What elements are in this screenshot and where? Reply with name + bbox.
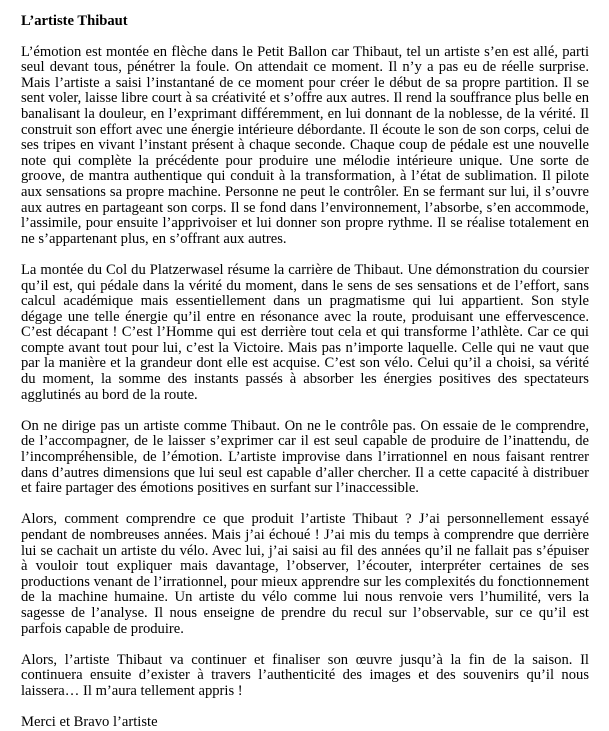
paragraph-2: La montée du Col du Platzerwasel résume la carrière de Thibaut. Une démonstration du coursier qu’il est, qui pédale dans la vérité du moment, dans le sens de ses sensations et de l’effort, sans calcul académique mais essentiellement dans un pragmatisme qui lui appartient. Son style dégage une telle énergie qu’il entre en résonance avec la route, produisant une effervescence. C’est décapant ! C’est l’Homme qui est derrière tout cela et qui transforme l’athlète. Car ce qui compte avant tout pour lui, c’est la Victoire. Mais pas n’importe laquelle. Celle qui ne vaut que par la manière et la grandeur dont elle est acquise. C’est son vélo. Celui qu’il a choisi, sa vérité du moment, la somme des instants passés à absorber les énergies positives des spectateurs agglutinés au bord de la route. bbox=[21, 261, 589, 403]
document-page bbox=[21, 14, 589, 731]
paragraph-5: Alors, l’artiste Thibaut va continuer et finaliser son œuvre jusqu’à la fin de la saison. Il continuera ensuite d’exister à travers l’authenticité des images et des souvenirs qu’il nous laissera… Il m’aura tellement appris ! bbox=[21, 651, 589, 699]
paragraph-4: Alors, comment comprendre ce que produit l’artiste Thibaut ? J’ai personnellement essayé pendant de nombreuses années. Mais j’ai échoué ! J’ai mis du temps à comprendre que derrière lui se cachait un artiste du vélo. Avec lui, j’ai saisi au fil des années qu’il ne fallait pas s’épuiser à vouloir tout expliquer mais davantage, l’observer, l’écouter, interpréter certaines de ses productions venant de l’irrationnel, pour mieux apprendre sur les complexités du fonctionnement de la machine humaine. Un artiste du vélo comme lui nous renvoie vers l’humilité, vers la sagesse de l’analyse. Il nous enseigne de prendre du recul sur l’observable, sur ce qu’il est parfois capable de produire. bbox=[21, 511, 589, 637]
closing-line: Merci et Bravo l’artiste bbox=[21, 714, 158, 731]
paragraph-3: On ne dirige pas un artiste comme Thibaut. On ne le contrôle pas. On essaie de le comprendre, de l’accompagner, de le laisser s’exprimer car il est seul capable de produire de l’inattendu, de l’incompréhensible, de l’émotion. L’artiste improvise dans l’irrationnel en nous faisant rentrer dans d’autres dimensions que lui seul est capable d’aller chercher. Il a cette capacité à distribuer et faire partager des émotions positives en surfant sur l’inaccessible. bbox=[21, 417, 589, 497]
document-title: L’artiste Thibaut bbox=[21, 13, 128, 29]
paragraph-1: L’émotion est montée en flèche dans le Petit Ballon car Thibaut, tel un artiste s’en est allé, parti seul devant tous, pénétrer la foule. On attendait ce moment. Il n’y a pas eu de réelle surprise. Mais l’artiste a saisi l’instantané de ce moment pour créer le début de sa propre partition. Il se sent voler, laisse libre court à sa créativité et s’offre aux autres. Il rend la souffrance plus belle en banalisant la douleur, en l’exprimant différemment, en lui donnant de la noblesse, de la vérité. Il construit son effort avec une énergie intérieure débordante. Il écoute le son de son corps, celui de ses tripes en vivant l’instant présent à chaque seconde. Chaque coup de pédale est une nouvelle note qui complète la précédente pour produire une mélodie intérieure unique. Une sorte de groove, de mantra authentique qui conduit à la transformation, à l’état de sublimation. Il pilote aux sensations sa propre machine. Personne ne peut le contrôler. En se fermant sur lui, il s’ouvre aux autres en partageant son corps. Il se fond dans l’environnement, l’absorbe, s’en accommode, l’assimile, pour ensuite l’apprivoiser et lui donner son propre rythme. Il se réalise totalement en ne s’appartenant plus, en s’offrant aux autres. bbox=[21, 43, 589, 247]
